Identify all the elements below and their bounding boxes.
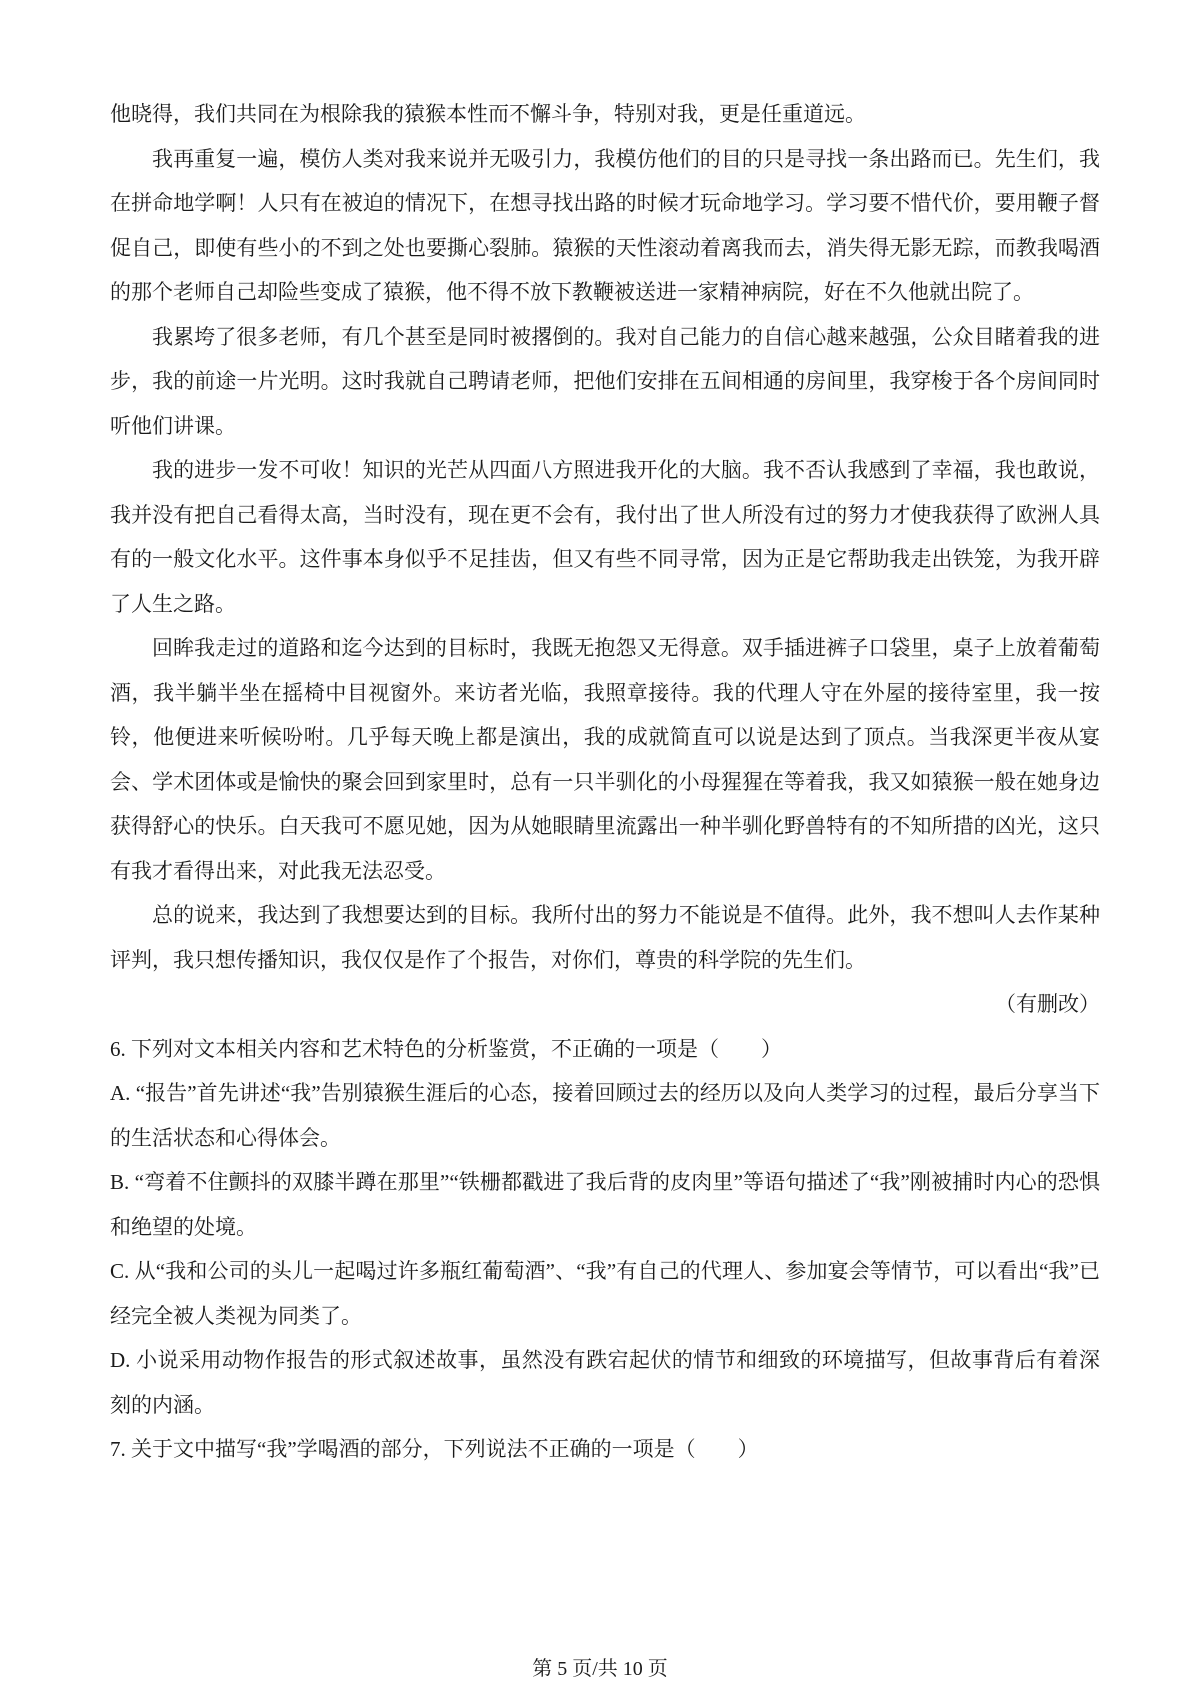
passage-paragraph-4: 我的进步一发不可收！知识的光芒从四面八方照进我开化的大脑。我不否认我感到了幸福，我也敢说，我并没有把自己看得太高，当时没有，现在更不会有，我付出了世人所没有过的努力才使我获得了欧洲人具有的一般文化水平。这件事本身似乎不足挂齿，但又有些不同寻常，因为正是它帮助我走出铁笼，为我开辟了人生之路。 xyxy=(110,458,1100,616)
question-6-option-a: A. “报告”首先讲述“我”告别猿猴生涯后的心态，接着回顾过去的经历以及向人类学习的过程，最后分享当下的生活状态和心得体会。 xyxy=(110,1081,1100,1150)
passage-paragraph-2: 我再重复一遍，模仿人类对我来说并无吸引力，我模仿他们的目的只是寻找一条出路而已。先生们，我在拼命地学啊！人只有在被迫的情况下，在想寻找出路的时候才玩命地学习。学习要不惜代价，要用鞭子督促自己，即使有些小的不到之处也要撕心裂肺。猿猴的天性滚动着离我而去，消失得无影无踪，而教我喝酒的那个老师自己却险些变成了猿猴，他不得不放下教鞭被送进一家精神病院，好在不久他就出院了。 xyxy=(110,146,1100,304)
passage-paragraph-1: 他晓得，我们共同在为根除我的猿猴本性而不懈斗争，特别对我，更是任重道远。 xyxy=(110,102,866,126)
question-7-stem: 7. 关于文中描写“我”学喝酒的部分，下列说法不正确的一项是（ ） xyxy=(110,1437,759,1461)
passage-paragraph-5: 回眸我走过的道路和迄今达到的目标时，我既无抱怨又无得意。双手插进裤子口袋里，桌子上放着葡萄酒，我半躺半坐在摇椅中目视窗外。来访者光临，我照章接待。我的代理人守在外屋的接待室里，我一按铃，他便进来听候吩咐。几乎每天晚上都是演出，我的成就简直可以说是达到了顶点。当我深更半夜从宴会、学术团体或是愉快的聚会回到家里时，总有一只半驯化的小母猩猩在等着我，我又如猿猴一般在她身边获得舒心的快乐。白天我可不愿见她，因为从她眼睛里流露出一种半驯化野兽特有的不知所措的凶光，这只有我才看得出来，对此我无法忍受。 xyxy=(110,636,1100,883)
passage-paragraph-3: 我累垮了很多老师，有几个甚至是同时被撂倒的。我对自己能力的自信心越来越强，公众目睹着我的进步，我的前途一片光明。这时我就自己聘请老师，把他们安排在五间相通的房间里，我穿梭于各个房间同时听他们讲课。 xyxy=(110,324,1100,438)
question-6-option-d: D. 小说采用动物作报告的形式叙述故事，虽然没有跌宕起伏的情节和细致的环境描写，但故事背后有着深刻的内涵。 xyxy=(110,1348,1100,1417)
question-6-stem: 6. 下列对文本相关内容和艺术特色的分析鉴赏，不正确的一项是（ ） xyxy=(110,1036,782,1061)
question-6-option-b: B. “弯着不住颤抖的双膝半蹲在那里”“铁栅都戳进了我后背的皮肉里”等语句描述了“我”刚被捕时内心的恐惧和绝望的处境。 xyxy=(110,1170,1100,1239)
page-number: 第 5 页/共 10 页 xyxy=(532,1658,668,1680)
passage-paragraph-6: 总的说来，我达到了我想要达到的目标。我所付出的努力不能说是不值得。此外，我不想叫人去作某种评判，我只想传播知识，我仅仅是作了个报告，对你们，尊贵的科学院的先生们。 xyxy=(110,903,1100,972)
page-content xyxy=(110,92,1100,1472)
question-6-option-c: C. 从“我和公司的头儿一起喝过许多瓶红葡萄酒”、“我”有自己的代理人、参加宴会等情节，可以看出“我”已经完全被人类视为同类了。 xyxy=(110,1259,1100,1328)
source-note: （有删改） xyxy=(995,992,1100,1016)
